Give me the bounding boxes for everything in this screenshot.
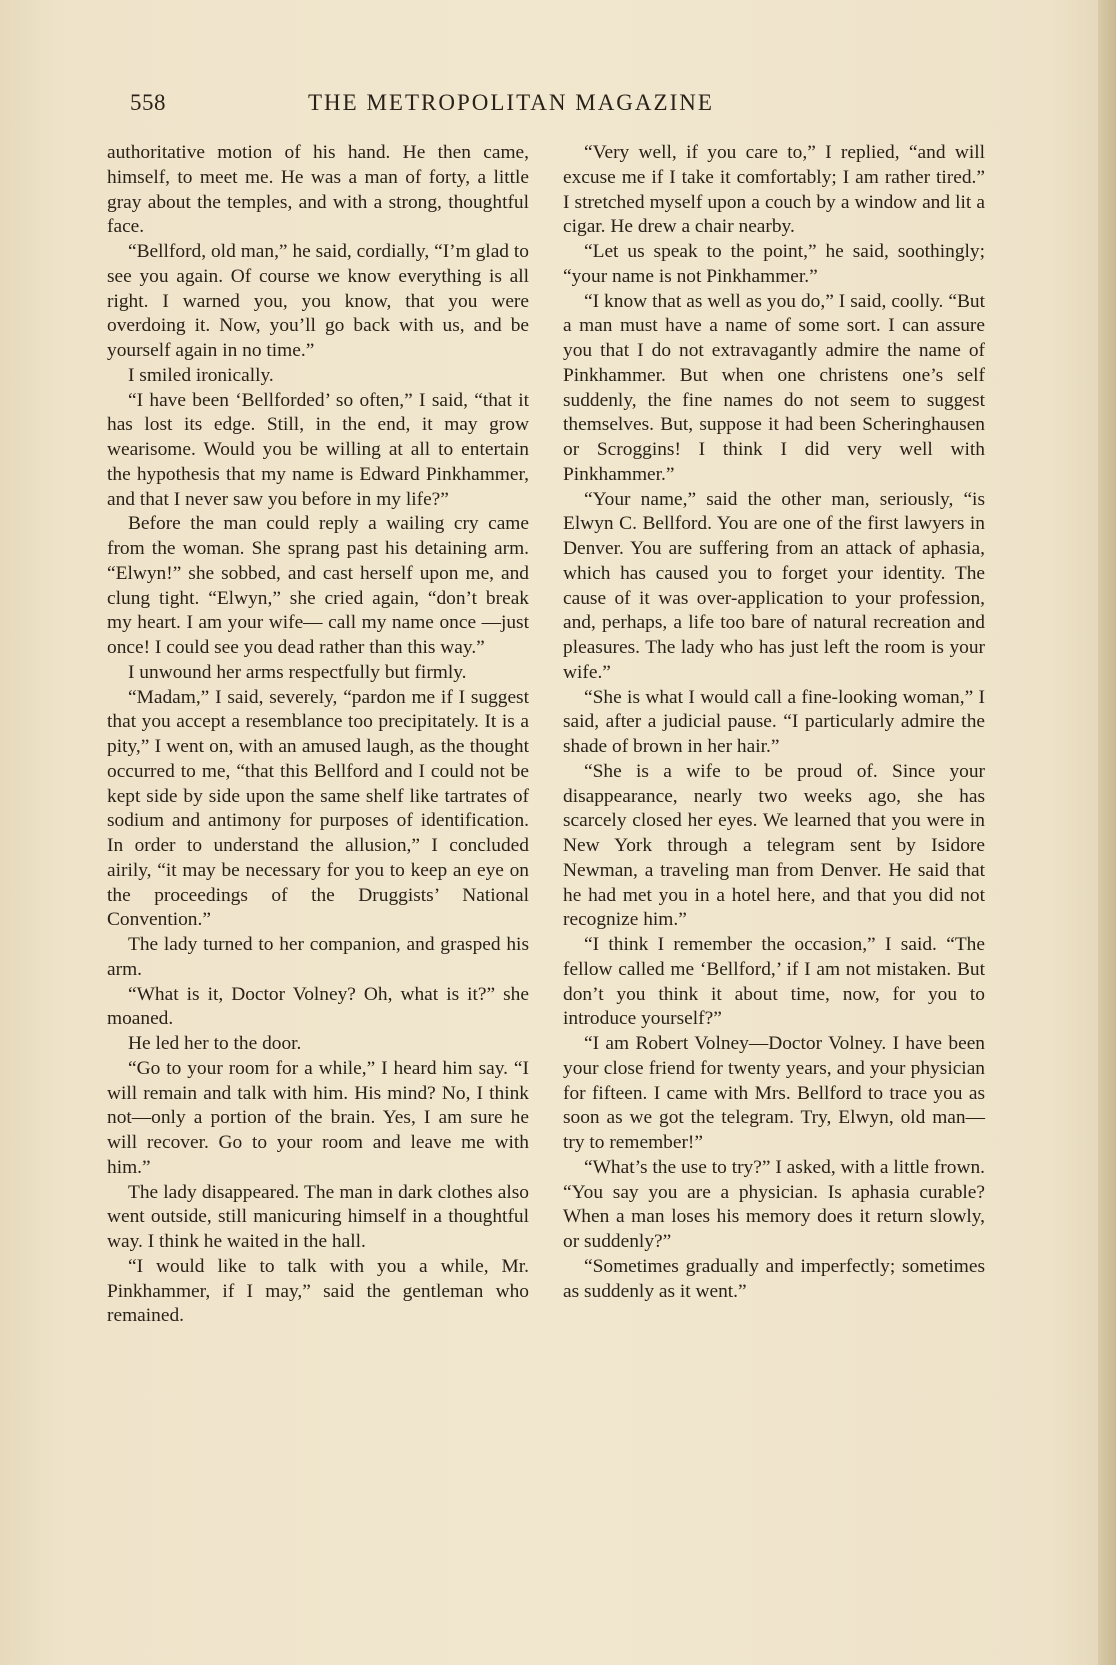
paragraph: “She is what I would call a fine-looking woman,” I said, after a judicial pause. “I particularly admire the shade of brown in her hair.” — [563, 686, 985, 757]
paragraph: “I think I remember the occasion,” I said. “The fellow called me ‘Bellford,’ if I am not mistaken. But don’t you think it about time, now, for you to introduce yourself?” — [563, 934, 985, 1030]
right-text-column — [563, 141, 985, 1304]
paragraph: “Let us speak to the point,” he said, soothingly; “your name is not Pinkhammer.” — [563, 241, 985, 287]
page-number: 558 — [130, 90, 166, 115]
paragraph: “What’s the use to try?” I asked, with a little frown. “You say you are a physician. Is aphasia curable? When a man loses his memory does it return slowly, or suddenly?” — [563, 1156, 985, 1252]
running-title: THE METROPOLITAN MAGAZINE — [308, 90, 714, 115]
paragraph: “I know that as well as you do,” I said, coolly. “But a man must have a name of some sort. I can assure you that I do not extravagantly admire the name of Pinkhammer. But when one christens one’s self suddenly, the fine names do not seem to suggest themselves. But, suppose it had been Scheringhausen or Scroggins! I think I did very well with Pinkhammer.” — [563, 290, 985, 485]
paragraph: “Bellford, old man,” he said, cordially, “I’m glad to see you again. Of course we know everything is all right. I warned you, you know, that you were overdoing it. Now, you’ll go back with us, and be yourself again in no time.” — [107, 241, 529, 361]
paragraph: “I would like to talk with you a while, Mr. Pinkhammer, if I may,” said the gentleman who remained. — [107, 1255, 529, 1327]
paragraph: “She is a wife to be proud of. Since your disappearance, nearly two weeks ago, she has scarcely closed her eyes. We learned that you were in New York through a telegram sent by Isidore Newman, a traveling man from Denver. He said that he had met you in a hotel here, and that you did not recognize him.” — [563, 760, 985, 931]
paragraph: I smiled ironically. — [128, 364, 274, 386]
paragraph: He led her to the door. — [128, 1033, 302, 1054]
paragraph: “I am Robert Volney—Doctor Volney. I have been your close friend for twenty years, and your physician for fifteen. I came with Mrs. Bellford to trace you as soon as we got the telegram. Try, Elwyn, old man—try to remember!” — [563, 1033, 985, 1153]
left-text-column — [107, 141, 529, 1329]
paragraph: authoritative motion of his hand. He then came, himself, to meet me. He was a man of forty, a little gray about the temples, and with a strong, thoughtful face. — [107, 142, 529, 238]
paragraph: The lady disappeared. The man in dark clothes also went outside, still manicuring himself in a thoughtful way. I think he waited in the hall. — [107, 1181, 529, 1252]
paragraph: “Your name,” said the other man, seriously, “is Elwyn C. Bellford. You are one of the first lawyers in Denver. You are suffering from an attack of aphasia, which has caused you to forget your identity. The cause of it was over-application to your profession, and, perhaps, a life too bare of natural recreation and pleasures. The lady who has just left the room is your wife.” — [563, 488, 985, 683]
paragraph: “I have been ‘Bellforded’ so often,” I said, “that it has lost its edge. Still, in the end, it may grow wearisome. Would you be willing at all to entertain the hypothesis that my name is Edward Pinkhammer, and that I never saw you before in my life?” — [107, 389, 529, 510]
paragraph: “Madam,” I said, severely, “pardon me if I suggest that you accept a resemblance too precipitately. It is a pity,” I went on, with an amused laugh, as the thought occurred to me, “that this Bellford and I could not be kept side by side upon the same shelf like tartrates of sodium and antimony for purposes of identification. In order to understand the allusion,” I concluded airily, “it may be necessary for you to keep an eye on the proceedings of the Druggists’ National Convention.” — [107, 686, 529, 931]
paragraph: “Go to your room for a while,” I heard him say. “I will remain and talk with him. His mind? No, I think not—only a portion of the brain. Yes, I am sure he will recover. Go to your room and leave me with him.” — [107, 1057, 529, 1178]
paragraph: “Sometimes gradually and imperfectly; sometimes as suddenly as it went.” — [563, 1255, 985, 1302]
paragraph: Before the man could reply a wailing cry came from the woman. She sprang past his detaining arm. “Elwyn!” she sobbed, and cast herself upon me, and clung tight. “Elwyn,” she cried again, “don’t break my heart. I am your wife— call my name once —just once! I could see you dead rather than this way.” — [107, 513, 529, 658]
paragraph: “What is it, Doctor Volney? Oh, what is it?” she moaned. — [107, 983, 529, 1030]
page-spine-edge — [1098, 0, 1116, 1665]
paragraph: The lady turned to her companion, and grasped his arm. — [107, 934, 529, 980]
page-header — [130, 90, 800, 130]
paragraph: “Very well, if you care to,” I replied, “and will excuse me if I take it comfortably; I am rather tired.” I stretched myself upon a couch by a window and lit a cigar. He drew a chair nearby. — [563, 142, 985, 238]
paragraph: I unwound her arms respectfully but firmly. — [128, 661, 467, 683]
